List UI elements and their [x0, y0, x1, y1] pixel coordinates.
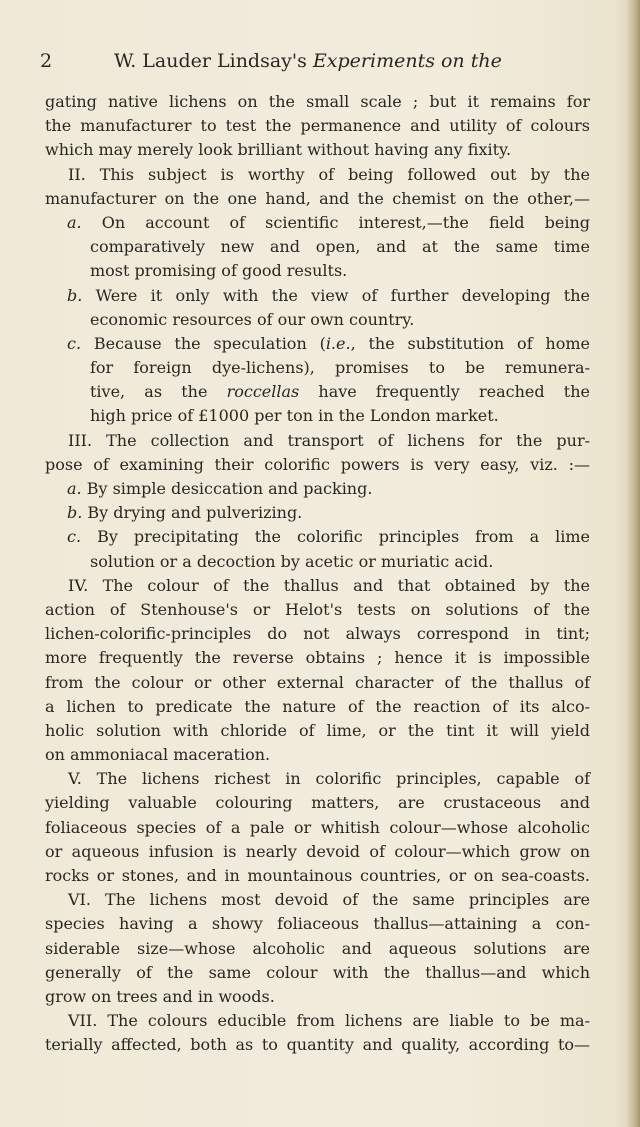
text-line: gating native lichens on the small scale ; but it remains for [45, 92, 590, 111]
text-line: which may merely look brilliant without having any fixity. [45, 140, 512, 160]
text-line: b. Were it only with the view of further developing the [67, 285, 590, 305]
text-line: c. Because the speculation (i.e., the substitution of home [67, 333, 591, 353]
text-line: or aqueous infusion is nearly devoid of colour—which grow on [45, 841, 590, 861]
text-line: manufacturer on the one hand, and the chemist on the other,— [45, 188, 590, 208]
text-line: tive, as the roccellas have frequently reached the [90, 382, 590, 402]
text-line: a. By simple desiccation and packing. [67, 479, 373, 498]
running-head-author: W. Lauder Lindsay's [114, 50, 313, 72]
text-line: more frequently the reverse obtains ; hence it is impossible [45, 648, 590, 668]
text-line: pose of examining their colorific powers is very easy, viz. :— [45, 454, 590, 474]
text-line: generally of the same colour with the thallus—and which [45, 962, 590, 982]
text-line: VI. The lichens most devoid of the same principles are [68, 890, 590, 910]
text-line: for foreign dye-lichens), promises to be remunera- [90, 358, 590, 378]
text-line: on ammoniacal maceration. [45, 745, 271, 765]
text-line: siderable size—whose alcoholic and aqueous solutions are [45, 938, 590, 958]
text-line: V. The lichens richest in colorific principles, capable of [68, 769, 590, 789]
text-line: b. By drying and pulverizing. [67, 503, 303, 523]
text-line: foliaceous species of a pale or whitish colour—whose alcoholic [45, 817, 590, 837]
text-line: terially affected, both as to quantity and quality, according to— [45, 1035, 590, 1055]
text-line: grow on trees and in woods. [45, 986, 275, 1006]
text-line: rocks or stones, and in mountainous countries, or on sea-coasts. [45, 866, 590, 885]
text-line: a. On account of scientific interest,—the field being [67, 212, 590, 232]
text-line: economic resources of our own country. [90, 309, 415, 329]
text-line: solution or a decoction by acetic or muriatic acid. [90, 551, 494, 571]
text-line: most promising of good results. [90, 261, 348, 281]
text-line: high price of £1000 per ton in the London market. [90, 406, 499, 426]
text-line: comparatively new and open, and at the same time [90, 237, 590, 257]
page-header [40, 50, 600, 78]
page-edge-shadow [626, 0, 640, 1127]
text-line: yielding valuable colouring matters, are crustaceous and [45, 793, 590, 813]
text-line: c. By precipitating the colorific principles from a lime [67, 527, 590, 547]
text-line: VII. The colours educible from lichens are liable to be ma- [68, 1011, 590, 1031]
page-number: 2 [40, 50, 53, 72]
text-line: action of Stenhouse's or Helot's tests on solutions of the [45, 599, 590, 619]
text-line: lichen-colorific-principles do not always correspond in tint; [45, 624, 590, 644]
running-head [114, 50, 502, 72]
text-line: species having a showy foliaceous thallus—attaining a con- [45, 914, 590, 934]
running-head-title: Experiments on the [312, 50, 502, 72]
text-line: the manufacturer to test the permanence and utility of colours [45, 116, 590, 136]
text-line: IV. The colour of the thallus and that obtained by the [68, 575, 590, 595]
text-line: a lichen to predicate the nature of the reaction of its alco- [45, 696, 590, 716]
text-line: holic solution with chloride of lime, or the tint it will yield [45, 720, 590, 740]
text-line: from the colour or other external character of the thallus of [45, 672, 590, 692]
body-text [45, 90, 590, 1058]
text-line: II. This subject is worthy of being followed out by the [68, 164, 590, 184]
text-line: III. The collection and transport of lichens for the pur- [68, 430, 590, 450]
